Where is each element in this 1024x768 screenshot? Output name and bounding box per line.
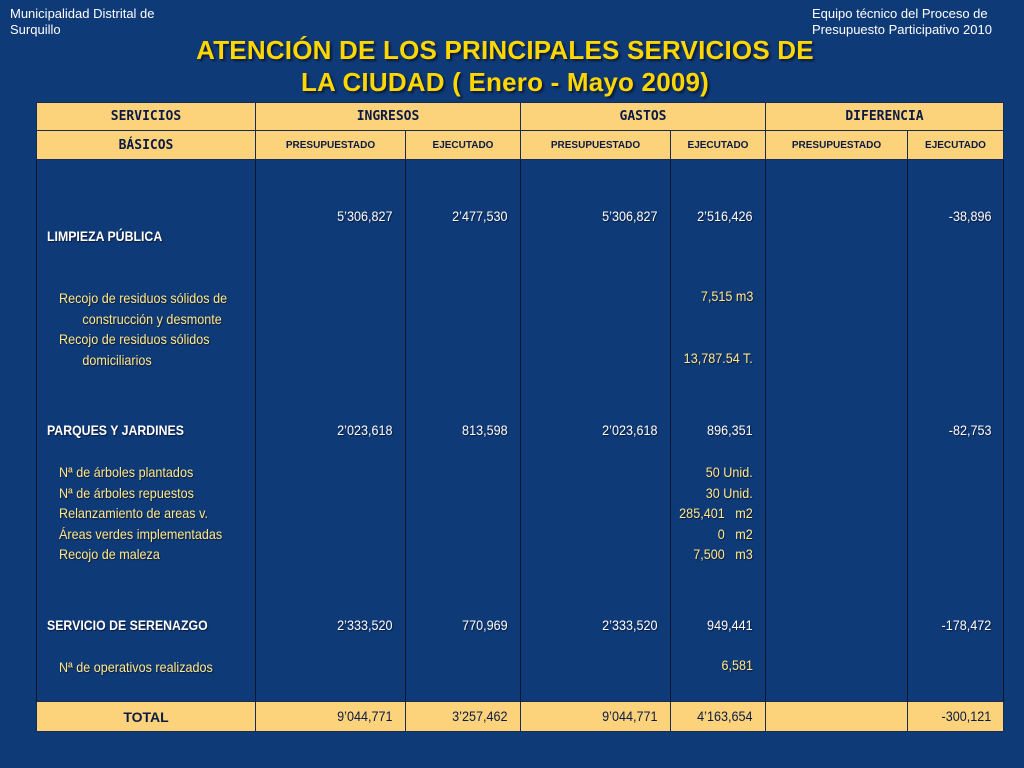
parques-subvalue: 50 Unid.	[706, 464, 753, 480]
limpieza-sub2-value: 13,787.54 T.	[683, 350, 753, 366]
limpieza-sub1b: construcción y desmonte	[82, 310, 222, 327]
limpieza-dif-ejec: -38,896	[948, 208, 991, 224]
limpieza-sub2a: Recojo de residuos sólidos	[59, 331, 210, 347]
serenazgo-gas-ejec: 949,441	[707, 617, 753, 633]
parques-subvalue: 0 m2	[717, 525, 753, 542]
total-gas-pres: 9’044,771	[602, 708, 658, 724]
parques-subvalue: 30 Unid.	[706, 484, 753, 501]
total-ing-pres: 9’044,771	[337, 708, 393, 724]
total-dif-ejec: -300,121	[941, 708, 991, 724]
municipality-line2: Surquillo	[10, 22, 61, 37]
parques-ing-ejec: 813,598	[462, 422, 508, 438]
column-gastos-ejecutado	[671, 160, 766, 702]
column-ingresos-ejecutado	[406, 160, 521, 702]
header-ingresos: INGRESOS	[256, 103, 521, 131]
parques-item: Nª de árboles plantados	[59, 464, 194, 480]
parques-subvalue: 285,401 m2	[679, 505, 753, 521]
serenazgo-label: SERVICIO DE SERENAZGO	[47, 617, 208, 633]
total-ing-pres-cell	[256, 702, 406, 732]
header-diferencia: DIFERENCIA	[766, 103, 1004, 131]
team-line2: Presupuesto Participativo 2010	[812, 22, 992, 37]
serenazgo-ing-ejec: 770,969	[462, 617, 508, 633]
serenazgo-sub-value: 6,581	[721, 657, 753, 673]
parques-subvalues	[679, 462, 753, 565]
total-row	[37, 702, 1004, 732]
title-line2: LA CIUDAD ( Enero - Mayo 2009)	[300, 67, 710, 97]
total-gas-ejec: 4’163,654	[697, 708, 753, 724]
limpieza-gas-ejec: 2’516,426	[697, 208, 753, 224]
header-diferencia-presupuestado: PRESUPUESTADO	[766, 131, 908, 160]
serenazgo-gas-pres: 2’333,520	[602, 617, 658, 633]
serenazgo-sub: Nª de operativos realizados	[59, 659, 213, 675]
limpieza-subitems	[59, 288, 227, 370]
parques-item: Áreas verdes implementadas	[59, 525, 223, 542]
header-gastos: GASTOS	[521, 103, 766, 131]
parques-item: Nª de árboles repuestos	[59, 484, 194, 501]
column-ingresos-presupuestado	[256, 160, 406, 702]
parques-label: PARQUES Y JARDINES	[47, 422, 184, 438]
total-label: TOTAL	[37, 702, 256, 732]
header-gastos-ejecutado: EJECUTADO	[671, 131, 766, 160]
total-dif-ejec-cell	[908, 702, 1004, 732]
limpieza-sub2b: domiciliarios	[82, 351, 152, 368]
limpieza-ing-pres: 5’306,827	[337, 208, 393, 224]
municipality-line1: Municipalidad Distrital de	[10, 6, 155, 21]
parques-ing-pres: 2’023,618	[337, 422, 393, 438]
limpieza-ing-ejec: 2’477,530	[452, 208, 508, 224]
total-gas-ejec-cell	[671, 702, 766, 732]
column-diferencia-presupuestado	[766, 160, 908, 702]
header-servicios: SERVICIOS	[37, 103, 256, 131]
total-dif-pres-cell	[766, 702, 908, 732]
parques-gas-pres: 2’023,618	[602, 422, 658, 438]
serenazgo-ing-pres: 2’333,520	[337, 617, 393, 633]
limpieza-label: LIMPIEZA PÚBLICA	[47, 228, 163, 244]
total-gas-pres-cell	[521, 702, 671, 732]
total-ing-ejec: 3’257,462	[452, 708, 508, 724]
slide-title	[100, 34, 910, 98]
services-table	[36, 102, 1004, 732]
column-servicios	[37, 160, 256, 702]
parques-dif-ejec: -82,753	[948, 422, 991, 438]
team-line1: Equipo técnico del Proceso de	[812, 6, 988, 21]
limpieza-sub1-value: 7,515 m3	[700, 288, 753, 304]
header-basicos: BÁSICOS	[37, 131, 256, 160]
parques-item: Relanzamiento de areas v.	[59, 505, 208, 521]
limpieza-sub1a: Recojo de residuos sólidos de	[59, 290, 228, 306]
column-diferencia-ejecutado	[908, 160, 1004, 702]
total-ing-ejec-cell	[406, 702, 521, 732]
header-ingresos-presupuestado: PRESUPUESTADO	[256, 131, 406, 160]
parques-item: Recojo de maleza	[59, 546, 160, 562]
header-diferencia-ejecutado: EJECUTADO	[908, 131, 1004, 160]
parques-subitems	[59, 462, 222, 565]
limpieza-gas-pres: 5’306,827	[602, 208, 658, 224]
parques-gas-ejec: 896,351	[707, 422, 753, 438]
column-gastos-presupuestado	[521, 160, 671, 702]
header-gastos-presupuestado: PRESUPUESTADO	[521, 131, 671, 160]
serenazgo-dif-ejec: -178,472	[941, 617, 991, 633]
parques-subvalue: 7,500 m3	[693, 546, 753, 562]
title-line1: ATENCIÓN DE LOS PRINCIPALES SERVICIOS DE	[196, 35, 814, 65]
header-ingresos-ejecutado: EJECUTADO	[406, 131, 521, 160]
